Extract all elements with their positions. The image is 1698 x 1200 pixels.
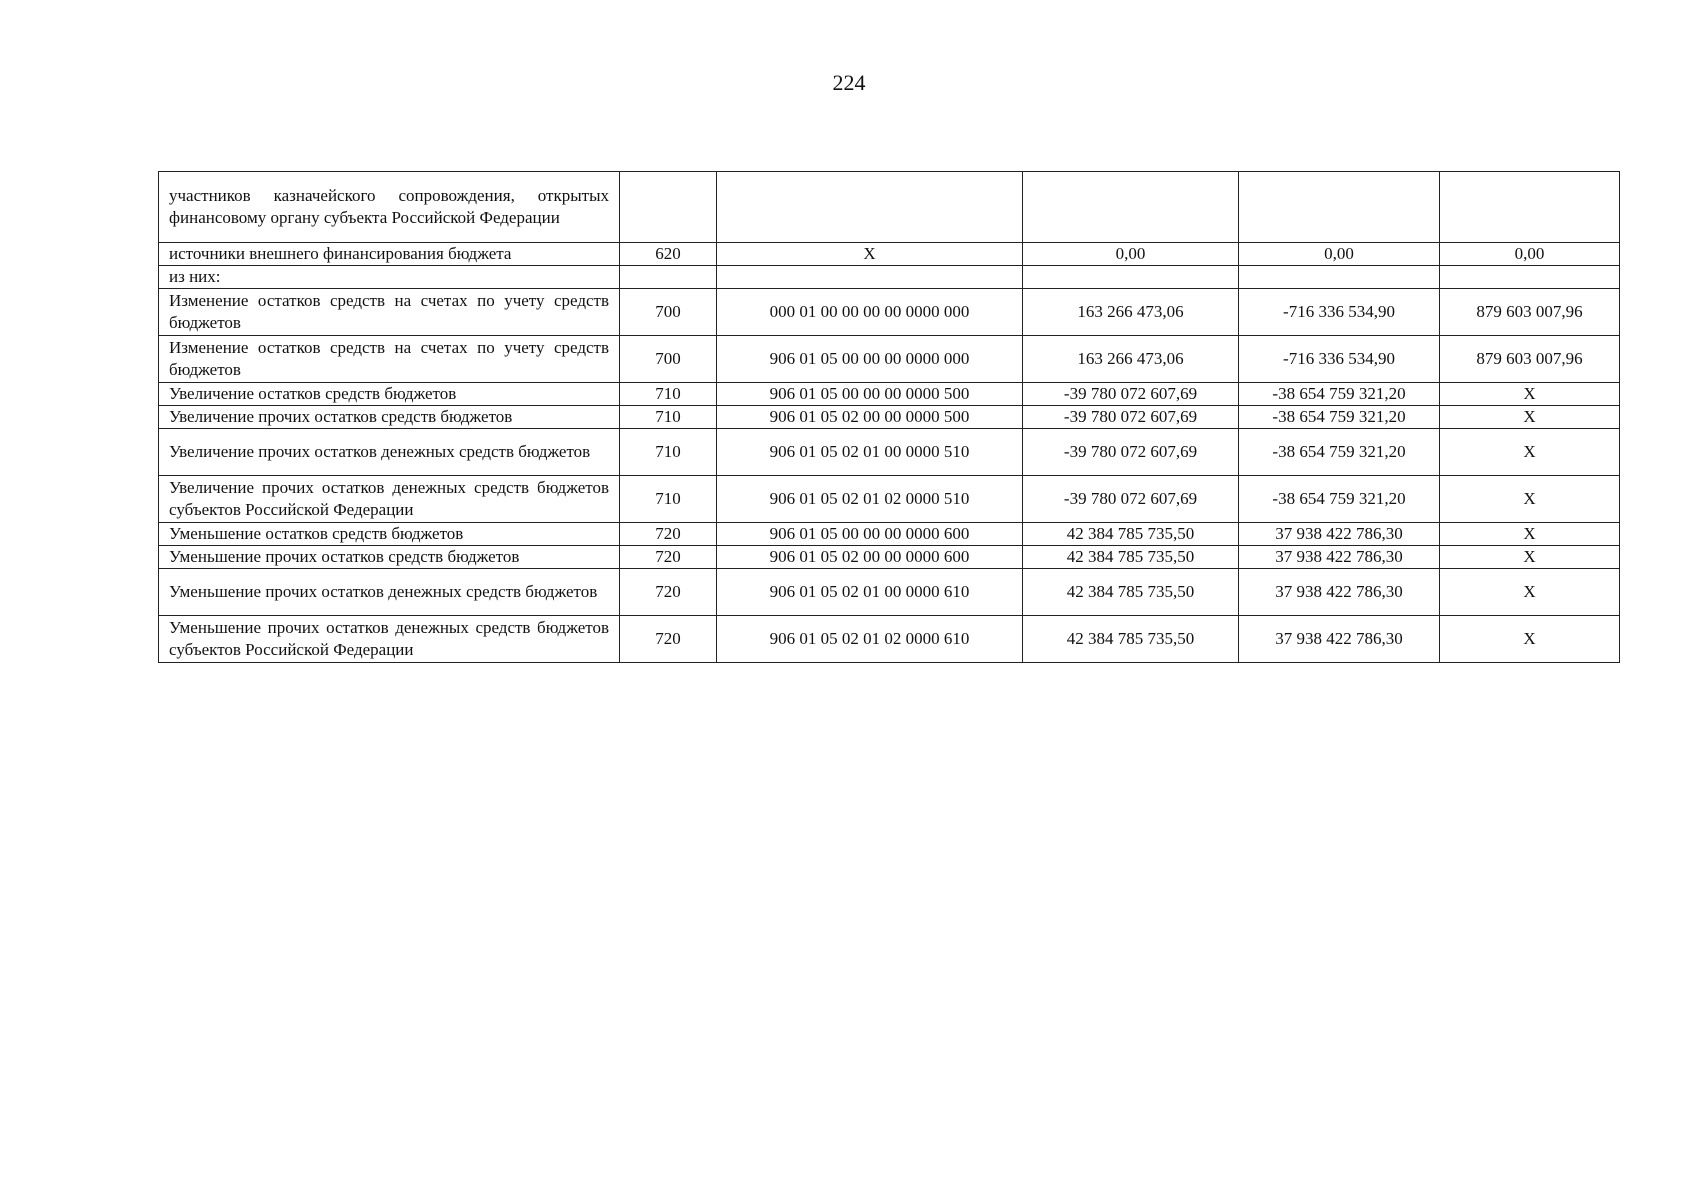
executed-amount-cell bbox=[1239, 266, 1440, 289]
executed-amount-cell: -716 336 534,90 bbox=[1239, 336, 1440, 383]
not-executed-amount-cell: X bbox=[1440, 476, 1620, 523]
table-row bbox=[159, 569, 1620, 616]
table-row bbox=[159, 336, 1620, 383]
indicator-name-cell: участников казначейского сопровождения, открытых финансовому органу субъекта Российской Федерации bbox=[159, 172, 620, 243]
not-executed-amount-cell: X bbox=[1440, 383, 1620, 406]
line-code-cell bbox=[620, 172, 717, 243]
source-code-cell: 906 01 05 02 01 02 0000 510 bbox=[717, 476, 1023, 523]
indicator-name-cell: Уменьшение прочих остатков денежных средств бюджетов bbox=[159, 569, 620, 616]
not-executed-amount-cell: 0,00 bbox=[1440, 243, 1620, 266]
indicator-name-cell: Увеличение остатков средств бюджетов bbox=[159, 383, 620, 406]
approved-amount-cell: 163 266 473,06 bbox=[1023, 289, 1239, 336]
not-executed-amount-cell: X bbox=[1440, 569, 1620, 616]
not-executed-amount-cell: 879 603 007,96 bbox=[1440, 289, 1620, 336]
table-row bbox=[159, 406, 1620, 429]
executed-amount-cell: 37 938 422 786,30 bbox=[1239, 569, 1440, 616]
table-row bbox=[159, 243, 1620, 266]
executed-amount-cell: -38 654 759 321,20 bbox=[1239, 383, 1440, 406]
approved-amount-cell: 163 266 473,06 bbox=[1023, 336, 1239, 383]
executed-amount-cell: 0,00 bbox=[1239, 243, 1440, 266]
table-row bbox=[159, 429, 1620, 476]
approved-amount-cell: 42 384 785 735,50 bbox=[1023, 523, 1239, 546]
table-row bbox=[159, 616, 1620, 663]
source-code-cell: 906 01 05 00 00 00 0000 500 bbox=[717, 383, 1023, 406]
executed-amount-cell: -38 654 759 321,20 bbox=[1239, 429, 1440, 476]
approved-amount-cell bbox=[1023, 172, 1239, 243]
line-code-cell: 710 bbox=[620, 383, 717, 406]
approved-amount-cell bbox=[1023, 266, 1239, 289]
indicator-name-cell: Уменьшение прочих остатков средств бюджетов bbox=[159, 546, 620, 569]
not-executed-amount-cell: X bbox=[1440, 523, 1620, 546]
indicator-name-cell: Уменьшение остатков средств бюджетов bbox=[159, 523, 620, 546]
source-code-cell: 906 01 05 02 00 00 0000 500 bbox=[717, 406, 1023, 429]
table-row bbox=[159, 476, 1620, 523]
line-code-cell: 620 bbox=[620, 243, 717, 266]
approved-amount-cell: -39 780 072 607,69 bbox=[1023, 476, 1239, 523]
line-code-cell: 720 bbox=[620, 569, 717, 616]
approved-amount-cell: -39 780 072 607,69 bbox=[1023, 406, 1239, 429]
source-code-cell: X bbox=[717, 243, 1023, 266]
not-executed-amount-cell: X bbox=[1440, 429, 1620, 476]
line-code-cell: 710 bbox=[620, 406, 717, 429]
indicator-name-cell: Увеличение прочих остатков денежных средств бюджетов bbox=[159, 429, 620, 476]
indicator-name-cell: Увеличение прочих остатков средств бюджетов bbox=[159, 406, 620, 429]
line-code-cell: 710 bbox=[620, 476, 717, 523]
line-code-cell: 700 bbox=[620, 336, 717, 383]
source-code-cell: 906 01 05 02 00 00 0000 600 bbox=[717, 546, 1023, 569]
indicator-name-cell: Увеличение прочих остатков денежных средств бюджетов субъектов Российской Федерации bbox=[159, 476, 620, 523]
source-code-cell bbox=[717, 266, 1023, 289]
line-code-cell: 720 bbox=[620, 546, 717, 569]
table-row bbox=[159, 546, 1620, 569]
source-code-cell: 906 01 05 00 00 00 0000 000 bbox=[717, 336, 1023, 383]
not-executed-amount-cell: X bbox=[1440, 616, 1620, 663]
indicator-name-cell: Изменение остатков средств на счетах по учету средств бюджетов bbox=[159, 336, 620, 383]
indicator-name-cell: из них: bbox=[159, 266, 620, 289]
page-number: 224 bbox=[832, 70, 866, 95]
source-code-cell bbox=[717, 172, 1023, 243]
approved-amount-cell: 0,00 bbox=[1023, 243, 1239, 266]
line-code-cell bbox=[620, 266, 717, 289]
line-code-cell: 700 bbox=[620, 289, 717, 336]
line-code-cell: 720 bbox=[620, 616, 717, 663]
not-executed-amount-cell: X bbox=[1440, 546, 1620, 569]
table-row bbox=[159, 523, 1620, 546]
indicator-name-cell: Изменение остатков средств на счетах по учету средств бюджетов bbox=[159, 289, 620, 336]
source-code-cell: 906 01 05 02 01 00 0000 610 bbox=[717, 569, 1023, 616]
line-code-cell: 710 bbox=[620, 429, 717, 476]
executed-amount-cell bbox=[1239, 172, 1440, 243]
indicator-name-cell: источники внешнего финансирования бюджета bbox=[159, 243, 620, 266]
not-executed-amount-cell bbox=[1440, 266, 1620, 289]
source-code-cell: 906 01 05 00 00 00 0000 600 bbox=[717, 523, 1023, 546]
executed-amount-cell: -716 336 534,90 bbox=[1239, 289, 1440, 336]
executed-amount-cell: -38 654 759 321,20 bbox=[1239, 406, 1440, 429]
not-executed-amount-cell: 879 603 007,96 bbox=[1440, 336, 1620, 383]
table-row bbox=[159, 289, 1620, 336]
source-code-cell: 906 01 05 02 01 02 0000 610 bbox=[717, 616, 1023, 663]
approved-amount-cell: 42 384 785 735,50 bbox=[1023, 546, 1239, 569]
approved-amount-cell: 42 384 785 735,50 bbox=[1023, 569, 1239, 616]
approved-amount-cell: -39 780 072 607,69 bbox=[1023, 429, 1239, 476]
approved-amount-cell: 42 384 785 735,50 bbox=[1023, 616, 1239, 663]
not-executed-amount-cell bbox=[1440, 172, 1620, 243]
indicator-name-cell: Уменьшение прочих остатков денежных средств бюджетов субъектов Российской Федерации bbox=[159, 616, 620, 663]
budget-sources-table bbox=[158, 171, 1620, 663]
line-code-cell: 720 bbox=[620, 523, 717, 546]
source-code-cell: 000 01 00 00 00 00 0000 000 bbox=[717, 289, 1023, 336]
executed-amount-cell: -38 654 759 321,20 bbox=[1239, 476, 1440, 523]
approved-amount-cell: -39 780 072 607,69 bbox=[1023, 383, 1239, 406]
source-code-cell: 906 01 05 02 01 00 0000 510 bbox=[717, 429, 1023, 476]
executed-amount-cell: 37 938 422 786,30 bbox=[1239, 616, 1440, 663]
executed-amount-cell: 37 938 422 786,30 bbox=[1239, 546, 1440, 569]
executed-amount-cell: 37 938 422 786,30 bbox=[1239, 523, 1440, 546]
table-row bbox=[159, 383, 1620, 406]
table-row bbox=[159, 266, 1620, 289]
table-row bbox=[159, 172, 1620, 243]
not-executed-amount-cell: X bbox=[1440, 406, 1620, 429]
